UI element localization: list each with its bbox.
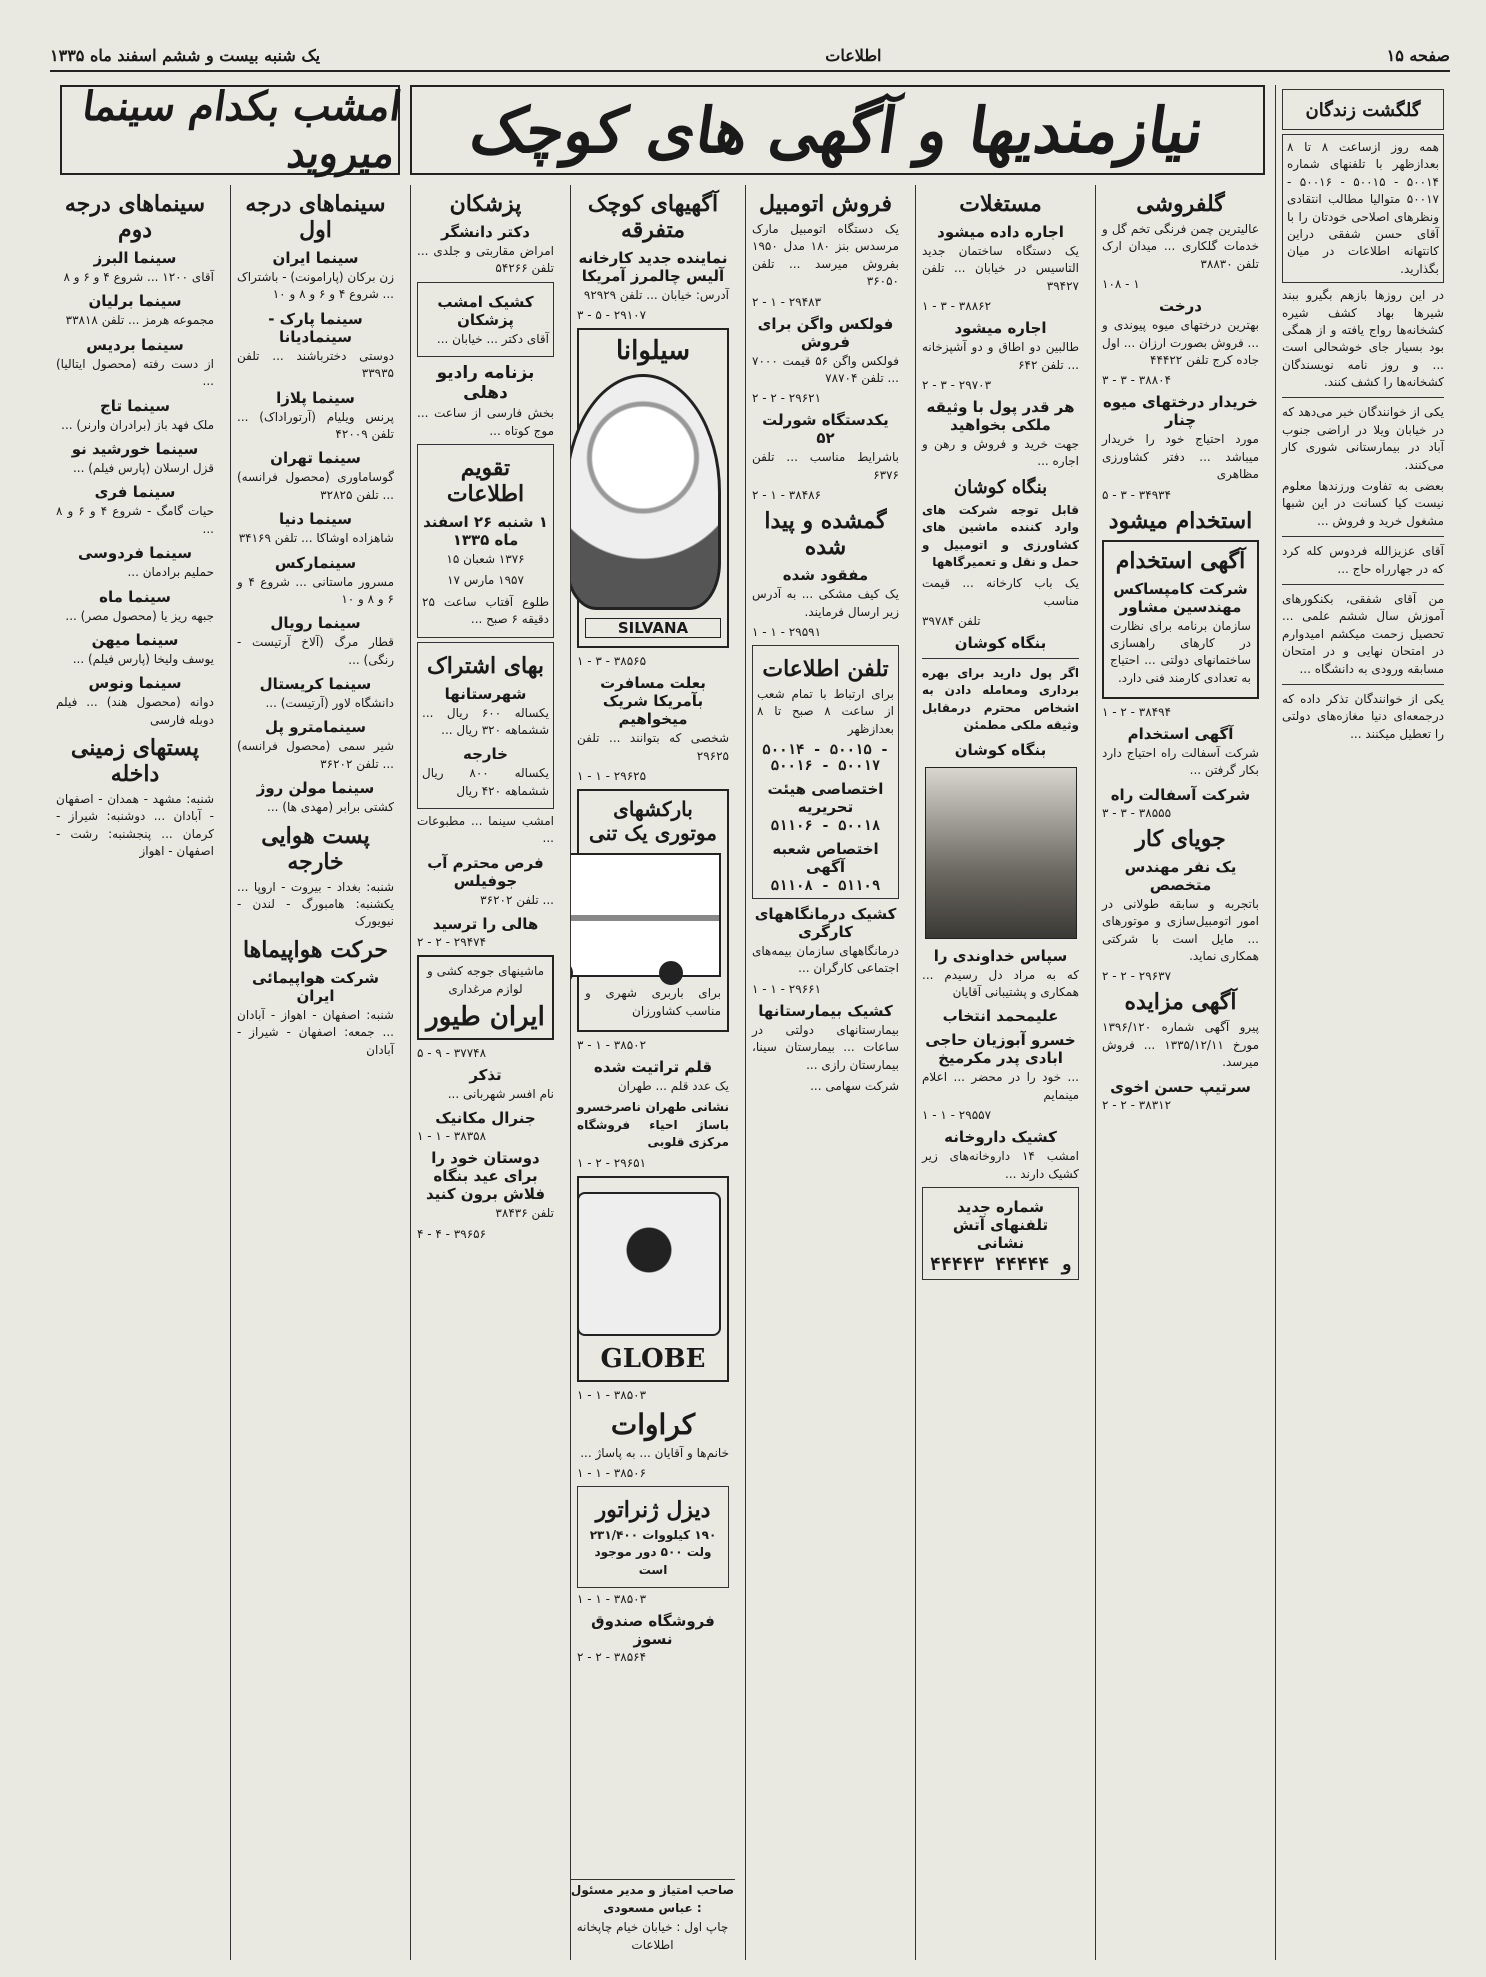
ad-ref: ۲ - ۲ - ۳۸۳۱۲ [1102, 1097, 1172, 1112]
ad-text: پیرو آگهی شماره ۱۳۹۶/۱۲۰ مورخ ۱۳۳۵/۱۲/۱۱ ... فروش میرسد. [1102, 1020, 1260, 1070]
ad-text: امراض مقاربتی و جلدی ... تلفن ۵۴۲۶۶ [417, 244, 554, 276]
doctors-oncall [417, 282, 554, 357]
cinema-showtimes: قطار مرگ (آلاخ آرتیست - رنگی) ... [237, 635, 394, 667]
ad-text: باشرایط مناسب ... تلفن ۶۳۷۶ [752, 450, 899, 482]
ad-text: طلوع آفتاب ساعت ۲۵ دقیقه ۶ صبح ... [422, 594, 549, 627]
readers-intro: همه روز ازساعت ۸ تا ۸ بعدازظهر با تلفنهای شماره ۵۰۰۱۴ - ۵۰۰۱۵ - ۵۰۰۱۶ - ۵۰۰۱۷ متوالیا مطالب انتقادی ونظرهای اصلاحی خودتان را با آقای حسن شفقی دراین کانتهانه اطلاعات در میان بگذارید. [1282, 134, 1444, 283]
ad-text: عالیترین چمن فرنگی تخم گل و خدمات گلکاری ... میدان ارک تلفن ۳۸۸۳۰ [1102, 222, 1259, 271]
ad-text: بیمارستانهای دولتی در ساعات ... بیمارستان سینا، بیمارستان رازی ... [752, 1022, 899, 1072]
section-heading: سینماهای درجه دوم [64, 191, 206, 243]
readers-paragraph: آقای عزیزالله فردوس کله کرد که در جهارراه حاج ... [1282, 544, 1444, 576]
column-title: گلگشت زندگان [1305, 100, 1421, 121]
section-heading: جویای کار [1135, 825, 1226, 852]
ad-heading: کشیک درمانگاههای کارگری [754, 905, 897, 942]
ad-heading: دکتر دانشگر [441, 223, 530, 241]
ad-heading: هالی را ترسید [432, 915, 539, 934]
cinema-showtimes: جبهه ریز یا (محصول مصر) ... [65, 608, 214, 623]
imprint [570, 1879, 735, 1954]
firefighter-phones [922, 1187, 1079, 1280]
ad-text: برای ارتباط با تمام شعب از ساعت ۸ صبح تا ۸ بعدازظهر [757, 686, 894, 736]
cinema-showtimes: کشتی برابر (مهدی ها) ... [267, 800, 394, 815]
ad-ref: ۴ - ۴ - ۳۹۶۵۶ [417, 1226, 487, 1241]
readers-paragraph: یکی از خوانندگان خبر می‌دهد که در خیابان ویلا در اراضی جنوب آباد در بیمارستانی شوری کار می‌کنند. [1282, 405, 1444, 472]
ad-title: GLOBE [600, 1343, 706, 1374]
column-cinemas [230, 185, 400, 1960]
ad-title: سیلوانا [615, 336, 691, 367]
column-realestate [915, 185, 1085, 1960]
imprint-printer: چاپ اول : خیابان خیام چاپخانه اطلاعات [576, 1920, 729, 1952]
ad-text: جهت خرید و فروش و رهن و اجاره ... [922, 436, 1079, 469]
cinema-showtimes: دوانه (محصول هند) ... فیلم دوبله فارسی [56, 695, 214, 727]
cinema-showtimes: مسرور ماستانی ... شروع ۴ و ۶ و ۸ و ۱۰ [237, 574, 394, 606]
ad-ref: ۵ - ۹ - ۳۷۷۴۸ [417, 1046, 487, 1061]
ad-company: شرکت آسفالت راه [1110, 785, 1251, 804]
cinema-showtimes: شیر سمی (محصول فرانسه) ... تلفن ۳۶۲۰۲ [237, 739, 394, 771]
ad-text: شرکت سهامی ... [810, 1079, 899, 1094]
portrait-photo [925, 767, 1077, 939]
ad-heading: آگهی استخدام [1127, 725, 1234, 744]
ad-text: برای باربری شهری و مناسب کشاورزان [585, 986, 721, 1018]
ad-heading: بعلت مسافرت بآمریکا شریک میخواهیم [600, 674, 706, 729]
section-heading: مستغلات [959, 191, 1042, 217]
ad-ref: ۱ - ۱ - ۳۸۵۰۳ [577, 1387, 647, 1402]
ad-ref: ۱ - ۱ - ۳۸۵۰۳ [577, 1592, 647, 1607]
ad-ref: ۵ - ۳ - ۳۴۹۳۴ [1102, 487, 1172, 502]
cinema-showtimes: حملیم برادمان ... [127, 565, 214, 580]
ad-text: ۱۹۰ کیلووات ۲۳۱/۴۰۰ ولت ۵۰۰ دور موجود است [589, 1527, 717, 1577]
cinema-showtimes: دانشگاه لاور (آرتیست) ... [265, 696, 394, 711]
ad-ref: ۲ - ۲ - ۳۸۵۶۴ [577, 1650, 647, 1665]
ad-subtitle: خارجه [463, 745, 508, 764]
poultry-ad [417, 955, 554, 1040]
ad-text: بهترین درختهای میوه پیوندی و ... فروش بصورت ارزان ... اول جاده کرج تلفن ۴۴۴۲۲ [1102, 318, 1259, 367]
ad-heading: فولکس واگن برای فروش [757, 314, 894, 351]
ad-text: که به مراد دل رسیدم ... همکاری و پشتیبانی آقایان [922, 967, 1079, 1000]
column-cars [745, 185, 905, 1960]
ad-ref: ۳ - ۳ - ۳۸۸۰۴ [1102, 373, 1172, 388]
ad-heading: تقویم اطلاعات [446, 454, 525, 507]
newspaper-phones [752, 645, 899, 899]
ad-company: بنگاه کوشان [954, 634, 1047, 653]
section-heading: گلفروشی [1136, 191, 1225, 217]
diesel-ad [577, 1486, 729, 1588]
section-heading: سینماهای درجه اول [245, 191, 386, 243]
ad-heading: تلفن اطلاعات [762, 655, 889, 682]
calendar-date: ۱ شنبه ۲۶ اسفند ماه ۱۳۳۵ [423, 512, 548, 549]
ad-text: شرکت آسفالت راه احتیاج دارد بکار گرفتن ... [1102, 746, 1259, 778]
subscription-box [417, 642, 554, 810]
cinema-name: سینما دنیا [279, 510, 352, 529]
classifieds-banner [410, 85, 1265, 175]
ad-text: یک عدد قلم ... طهران [617, 1078, 729, 1093]
column-florist [1095, 185, 1265, 1960]
cinema-name: سینما برلیان [88, 292, 182, 311]
cinema-showtimes: پرنس ویلیام (آرتوراداک) ... تلفن ۴۲۰۰۹ [237, 409, 394, 441]
ad-heading: اگر پول دارید برای بهره برداری ومعامله دادن به اشخاص محترم درمقابل وثیقه ملکی مطمئن [922, 666, 1079, 733]
ad-subtitle: ماشینهای جوجه کشی و لوازم مرغداری [426, 964, 545, 996]
ad-heading: بزنامه رادیو دهلی [436, 363, 535, 404]
ad-heading: اجاره میشود [954, 319, 1047, 338]
cinema-name: سینما پلازا [276, 388, 355, 407]
section-heading: آگهیهای کوچک متفرقه [587, 191, 719, 243]
ad-ref: ۱ - ۱ - ۲۹۶۲۵ [577, 769, 647, 784]
ad-ref: ۱ - ۳ - ۳۸۸۶۲ [922, 299, 992, 314]
cinema-showtimes: زن برکان (پارامونت) - باشتراک ... شروع ۴ و ۶ و ۸ و ۱۰ [237, 270, 394, 302]
cinema-name: سینما فردوسی [77, 544, 192, 563]
ad-heading: اختصاص شعبه آگهی [772, 840, 879, 877]
ad-text: آدرس: خیابان ... تلفن ۹۲۹۲۹ [583, 288, 729, 302]
column-readers [1275, 85, 1450, 1960]
ad-ref: ۱ - ۳ - ۳۸۵۶۵ [577, 654, 647, 669]
section-heading: پست هوایی خارجه [261, 822, 370, 875]
cinema-showtimes: ملک فهد باز (برادران وارنر) ... [61, 417, 214, 432]
cinema-name: سینما رویال [270, 614, 361, 633]
ad-ref: ۱ - ۱ - ۳۸۵۰۶ [577, 1465, 647, 1480]
ad-ref: ۱ - ۱ - ۳۸۳۵۸ [417, 1129, 487, 1144]
ad-heading: دیزل ژنراتور [595, 1496, 711, 1523]
ad-text: یک کیف مشکی ... به آدرس زیر ارسال فرمایند. [752, 587, 899, 619]
cinema-name: سینما تاج [100, 396, 170, 415]
section-heading: حرکت هواپیماها [242, 936, 389, 963]
ad-subtitle: شرکت کامپساکس مهندسین مشاور [1113, 579, 1248, 616]
ad-signature: علیمحمد انتخاب [942, 1007, 1059, 1026]
ad-title: ایران طیور [426, 1002, 545, 1033]
ad-ref: ۳ - ۵ - ۲۹۱۰۷ [577, 308, 647, 323]
ad-heading: فروشگاه صندوق نسوز [591, 1612, 715, 1649]
calendar-box [417, 444, 554, 638]
cinema-name: سینما مولن روژ [256, 779, 375, 798]
ad-text: یک باب کارخانه ... قیمت مناسب [922, 576, 1079, 608]
ad-heading: یک نفر مهندس متخصص [1124, 857, 1237, 894]
ad-heading: خریدار درختهای میوه چنار [1103, 393, 1258, 430]
ad-heading: شماره جدید تلفنهای آتش نشانی [952, 1197, 1049, 1252]
ad-ref: ۱ - ۲ - ۲۹۶۵۱ [577, 1155, 647, 1170]
ad-ref: ۱ - ۱ - ۲۹۵۵۷ [922, 1108, 992, 1123]
section-heading: آگهی مزایده [1124, 989, 1237, 1016]
cinema-showtimes: از دست رفته (محصول ایتالیا) ... [56, 356, 214, 389]
ad-heading: قلم تراتیت شده [593, 1057, 713, 1076]
ad-company: بنگاه کوشان [954, 740, 1047, 759]
truck-ad [577, 789, 729, 1032]
ad-title: بارکشهای موتوری یک تنی [589, 797, 717, 846]
issue-date: یک شنبه بیست و ششم اسفند ماه ۱۳۳۵ [50, 45, 321, 65]
cinema-banner [60, 83, 405, 177]
ad-ref: ۱ - ۲ - ۳۸۴۹۴ [1102, 705, 1172, 720]
cinema-name: سینمامترو پل [265, 718, 366, 737]
page-header [50, 40, 1450, 72]
cinema-showtimes: قزل ارسلان (پارس فیلم) ... [72, 460, 214, 475]
readers-paragraph: در این روزها بازهم بگیرو ببند شیرها بهاد کشف شیره کشخانه‌ها رواج یافته و از همگی بود بسیار جای خوشحالی است ... و روز نامه نویسندگان کشخانه‌ها را کشف کنند. [1282, 288, 1444, 390]
cinema-name: سینما بردیس [86, 335, 184, 354]
ad-text: باتجربه و سابقه طولانی در امور اتومبیل‌سازی و موتورهای ... مایل است با شرکتی همکاری نماید. [1102, 896, 1259, 964]
ad-text: فولکس واگن ۵۶ قیمت ۷۰۰۰ ... تلفن ۷۸۷۰۴ [752, 353, 899, 385]
phone-numbers: ۴۴۴۴۳ و ۴۴۴۴۴ [930, 1253, 1071, 1275]
cinema-name: سینما ونوس [88, 674, 182, 693]
ad-heading: نماینده جدید کارخانه آلیس چالمرز آمریکا [578, 249, 728, 285]
ad-text: شخصی که بتوانند ... تلفن ۲۹۶۲۵ [577, 731, 729, 763]
ad-ref: تلفن ۳۹۷۸۴ [922, 614, 981, 629]
cinema-name: سینما ایران [272, 249, 359, 267]
readers-paragraph: من آقای شفقی، بکنکورهای آموزش سال ششم علمی ... تحصیل زحمت میکشم امیدوارم در امتحان نهایی و در امتحان مسابقه ورودی به دانشگاه ... [1282, 591, 1444, 676]
ad-ref: ۲ - ۲ - ۲۹۴۷۴ [417, 935, 487, 950]
ad-heading: دوستان خود را برای عید بنگاه فلاش برون کنید [425, 1149, 546, 1204]
globe-ad [577, 1176, 729, 1382]
cinema-name: سینما کریستال [259, 675, 372, 694]
cinema-showtimes: شاهزاده اوشاکا ... تلفن ۳۴۱۶۹ [238, 531, 394, 546]
ad-heading: بنگاه کوشان [953, 476, 1048, 498]
ad-text: خانم‌ها و آقایان ... به‌ پاساژ ... [580, 1445, 729, 1460]
ad-text: یک دستگاه ساختمان جدید التاسیس در خیابان ... تلفن ۳۹۴۲۷ [922, 244, 1079, 293]
cinema-list [56, 249, 214, 729]
ad-ref: ۲ - ۱ - ۲۹۴۸۳ [752, 294, 822, 309]
ad-ref: ۲ - ۲ - ۲۹۶۳۷ [1102, 969, 1172, 984]
ad-ref: ۱ - ۱ - ۲۹۶۶۱ [752, 981, 822, 996]
page-number: صفحه ۱۵ [1386, 45, 1450, 65]
grinder-image [577, 1192, 721, 1336]
ad-heading: هر قدر پول با وثیقه ملکی بخواهید [926, 397, 1075, 434]
ad-text: قابل توجه شرکت های وارد کننده ماشین های کشاورزی و اتومبیل و حمل و نقل و تعمیرگاهها [922, 502, 1079, 569]
ad-text: شنبه: بغداد - بیروت - اروپا ... یکشنبه: هامبورگ - لندن - نیویورک [237, 879, 394, 929]
newspaper-page [50, 40, 1450, 1960]
watch-ad [577, 328, 729, 648]
photo-caption: سپاس خداوندی را [933, 946, 1068, 965]
ad-heading: یکدستگاه شورلت ۵۲ [762, 411, 889, 448]
ad-text: شنبه: اصفهان - اهواز - آبادان ... جمعه: اصفهان - شیراز - آبادان [237, 1007, 394, 1057]
watch-image [570, 374, 721, 610]
ad-text: طالبین دو اطاق و دو آشپزخانه ... تلفن ۶۴۲ [922, 340, 1079, 372]
readers-paragraph: یکی از خوانندگان تذکر داده که درجمعه‌ای دنیا مغازه‌های دولتی را تعطیل میکنند ... [1282, 691, 1444, 741]
cinema-name: سینما خورشید نو [71, 439, 199, 458]
section-heading: گمشده و پیدا شده [764, 508, 887, 561]
cinema-showtimes: حیات گامگ - شروع ۴ و ۶ و ۸ ... [56, 504, 214, 536]
column-misc-ads [570, 185, 735, 1960]
ad-text: ... تلفن ۳۶۲۰۲ [480, 892, 554, 907]
cinema-showtimes: دوستی دخترباشند ... تلفن ۳۳۹۳۵ [237, 348, 394, 381]
truck-image [570, 853, 721, 977]
column-doctors [410, 185, 560, 1960]
calendar-row: ۱۹۵۷ مارس ۱۷ [447, 573, 524, 588]
ad-text: ... خود را در محضر ... اعلام مینمایم [922, 1070, 1079, 1102]
calendar-row: ۱۳۷۶ شعبان ۱۵ [446, 551, 525, 566]
ad-heading: بهای اشتراک [427, 652, 544, 679]
cinema-banner-title: امشب بکدام سینما میروید [79, 83, 405, 177]
ad-text: یکساله ۸۰۰ ریال ششماهه ۴۲۰ ریال [422, 766, 549, 798]
ad-ref: ۳ - ۱ - ۳۸۵۰۲ [577, 1037, 647, 1052]
ad-ref: ۲ - ۳ - ۲۹۷۰۳ [922, 377, 992, 392]
column-title-box [1282, 89, 1444, 130]
ad-signature: سرتیپ حسن اخوی [1110, 1077, 1251, 1096]
ad-heading: کشیک بیمارستانها [758, 1001, 893, 1020]
ad-heading: مفقود شده [782, 566, 869, 585]
ad-text: سازمان برنامه برای نظارت در کارهای راهسازی ساختمانهای دولتی ... احتیاج به تعدادی کارمند فنی دارد. [1110, 618, 1251, 685]
ad-text: یک دستگاه اتومبیل مارک مرسدس بنز ۱۸۰ مدل ۱۹۵۰ بفروش میرسد ... تلفن ۳۶۰۵۰ [752, 222, 899, 289]
ad-heading: اجاره داده میشود [937, 223, 1064, 241]
ad-ref: ۳ - ۳ - ۳۸۵۵۵ [1102, 805, 1172, 820]
ad-heading: کراوات [610, 1407, 696, 1441]
ad-ref: ۲ - ۱ - ۳۸۴۸۶ [752, 488, 822, 503]
ad-heading: نشانی طهران ناصرخسرو باساژ احیاء فروشگاه مرکزی قلوبی [577, 1100, 729, 1150]
ad-text: یکساله ۶۰۰ ریال ... ششماهه ۳۲۰ ریال ... [422, 705, 549, 737]
cinema-name: سینما تهران [270, 449, 361, 468]
section-heading: استخدام میشود [1108, 507, 1253, 534]
employment-ad [1102, 540, 1259, 700]
cinema-name: سینما ماه [99, 587, 171, 606]
ad-text: شنبه: مشهد - همدان - اصفهان - آبادان ... دوشنبه: شیراز - کرمان ... پنجشنبه: رشت - اصفهان - اهواز [56, 792, 214, 859]
ad-text: مورد احتیاج خود را خریدار میباشد ... دفتر کشاورزی مظاهری [1102, 432, 1259, 482]
ad-ref: ۱۰۸ - ۱ [1102, 277, 1140, 292]
ad-text: بخش فارسی از ساعت ... موج کوتاه ... [417, 406, 554, 438]
ad-text: تلفن ۳۸۴۳۶ [495, 1206, 554, 1221]
ad-text: درمانگاههای سازمان بیمه‌های اجتماعی کارگران ... [752, 944, 899, 976]
ad-heading: فرص محترم آب جوفیلس [427, 853, 544, 890]
banner-title: نیازمندیها و آگهی های کوچک [465, 93, 1210, 167]
cinema-name: سینما میهن [91, 630, 179, 649]
phone-numbers: ۵۰۰۱۴ - ۵۰۰۱۵ - ۵۰۰۱۶ - ۵۰۰۱۷ [762, 742, 889, 775]
cinema-showtimes: گوساماوری (محصول فرانسه) ... تلفن ۳۲۸۲۵ [237, 470, 394, 502]
cinema-showtimes: مجموعه هرمز ... تلفن ۳۳۸۱۸ [65, 313, 214, 328]
ad-title: آگهی استخدام [1115, 547, 1246, 574]
column-cinemas-2 [50, 185, 220, 1960]
ad-ref: ۱ - ۱ - ۲۹۵۹۱ [752, 624, 822, 639]
ad-heading: کشیک داروخانه [944, 1128, 1057, 1147]
ad-heading: اختصاصی هیئت تحریریه [767, 780, 884, 817]
cinema-name: سینما پارک - سینمادیانا [268, 309, 363, 346]
ad-heading: جنرال مکانیک [435, 1109, 536, 1128]
phone-numbers: ۵۱۱۰۶ - ۵۰۰۱۸ [770, 818, 881, 835]
readers-paragraph: بعضی به تفاوت ورزندها معلوم نیست کیا کسانت در این شبها مشغول خرید و فروش ... [1282, 479, 1444, 528]
ad-text: امشب سینما ... مطبوعات ... [417, 814, 554, 846]
cinema-showtimes: یوسف ولیخا (پارس فیلم) ... [72, 651, 214, 666]
paper-name: اطلاعات [825, 45, 882, 65]
cinema-name: سینما فری [94, 483, 176, 502]
imprint-owner: صاحب امتیاز و مدیر مسئول : عباس مسعودی [570, 1883, 735, 1915]
cinema-showtimes: آقای ۱۲۰۰ ... شروع ۴ و ۶ و ۸ [63, 270, 214, 284]
ad-ref: ۲ - ۲ - ۲۹۶۲۱ [752, 391, 822, 406]
ad-subtitle: شرکت هواپیمائی ایران [251, 968, 380, 1005]
ad-heading: تذکر [469, 1066, 502, 1085]
ad-text: نام افسر شهربانی ... [447, 1087, 554, 1102]
cinema-name: سینما البرز [93, 249, 177, 267]
ad-text: آقای دکتر ... خیابان ... [436, 331, 549, 346]
ad-subtitle: شهرستانها [444, 684, 527, 703]
ad-heading: کشیک امشب پزشکان [437, 292, 534, 329]
section-heading: پستهای زمینی داخله [70, 735, 200, 788]
cinema-name: سینمارکس [274, 553, 357, 572]
ad-heading: درخت [1158, 297, 1203, 316]
ad-text: امشب ۱۴ داروخانه‌های زیر کشیک دارند ... [922, 1149, 1079, 1181]
section-heading: پزشکان [449, 191, 522, 217]
phone-numbers: ۵۱۱۰۸ - ۵۱۱۰۹ [770, 878, 881, 895]
ad-signature: خسرو آبوزیان حاجی ابادی پدر مکرمیخ [925, 1031, 1076, 1068]
cinema-list [237, 249, 394, 817]
section-heading: فروش اتومبیل [758, 191, 893, 217]
ad-brand: SILVANA [585, 618, 721, 638]
